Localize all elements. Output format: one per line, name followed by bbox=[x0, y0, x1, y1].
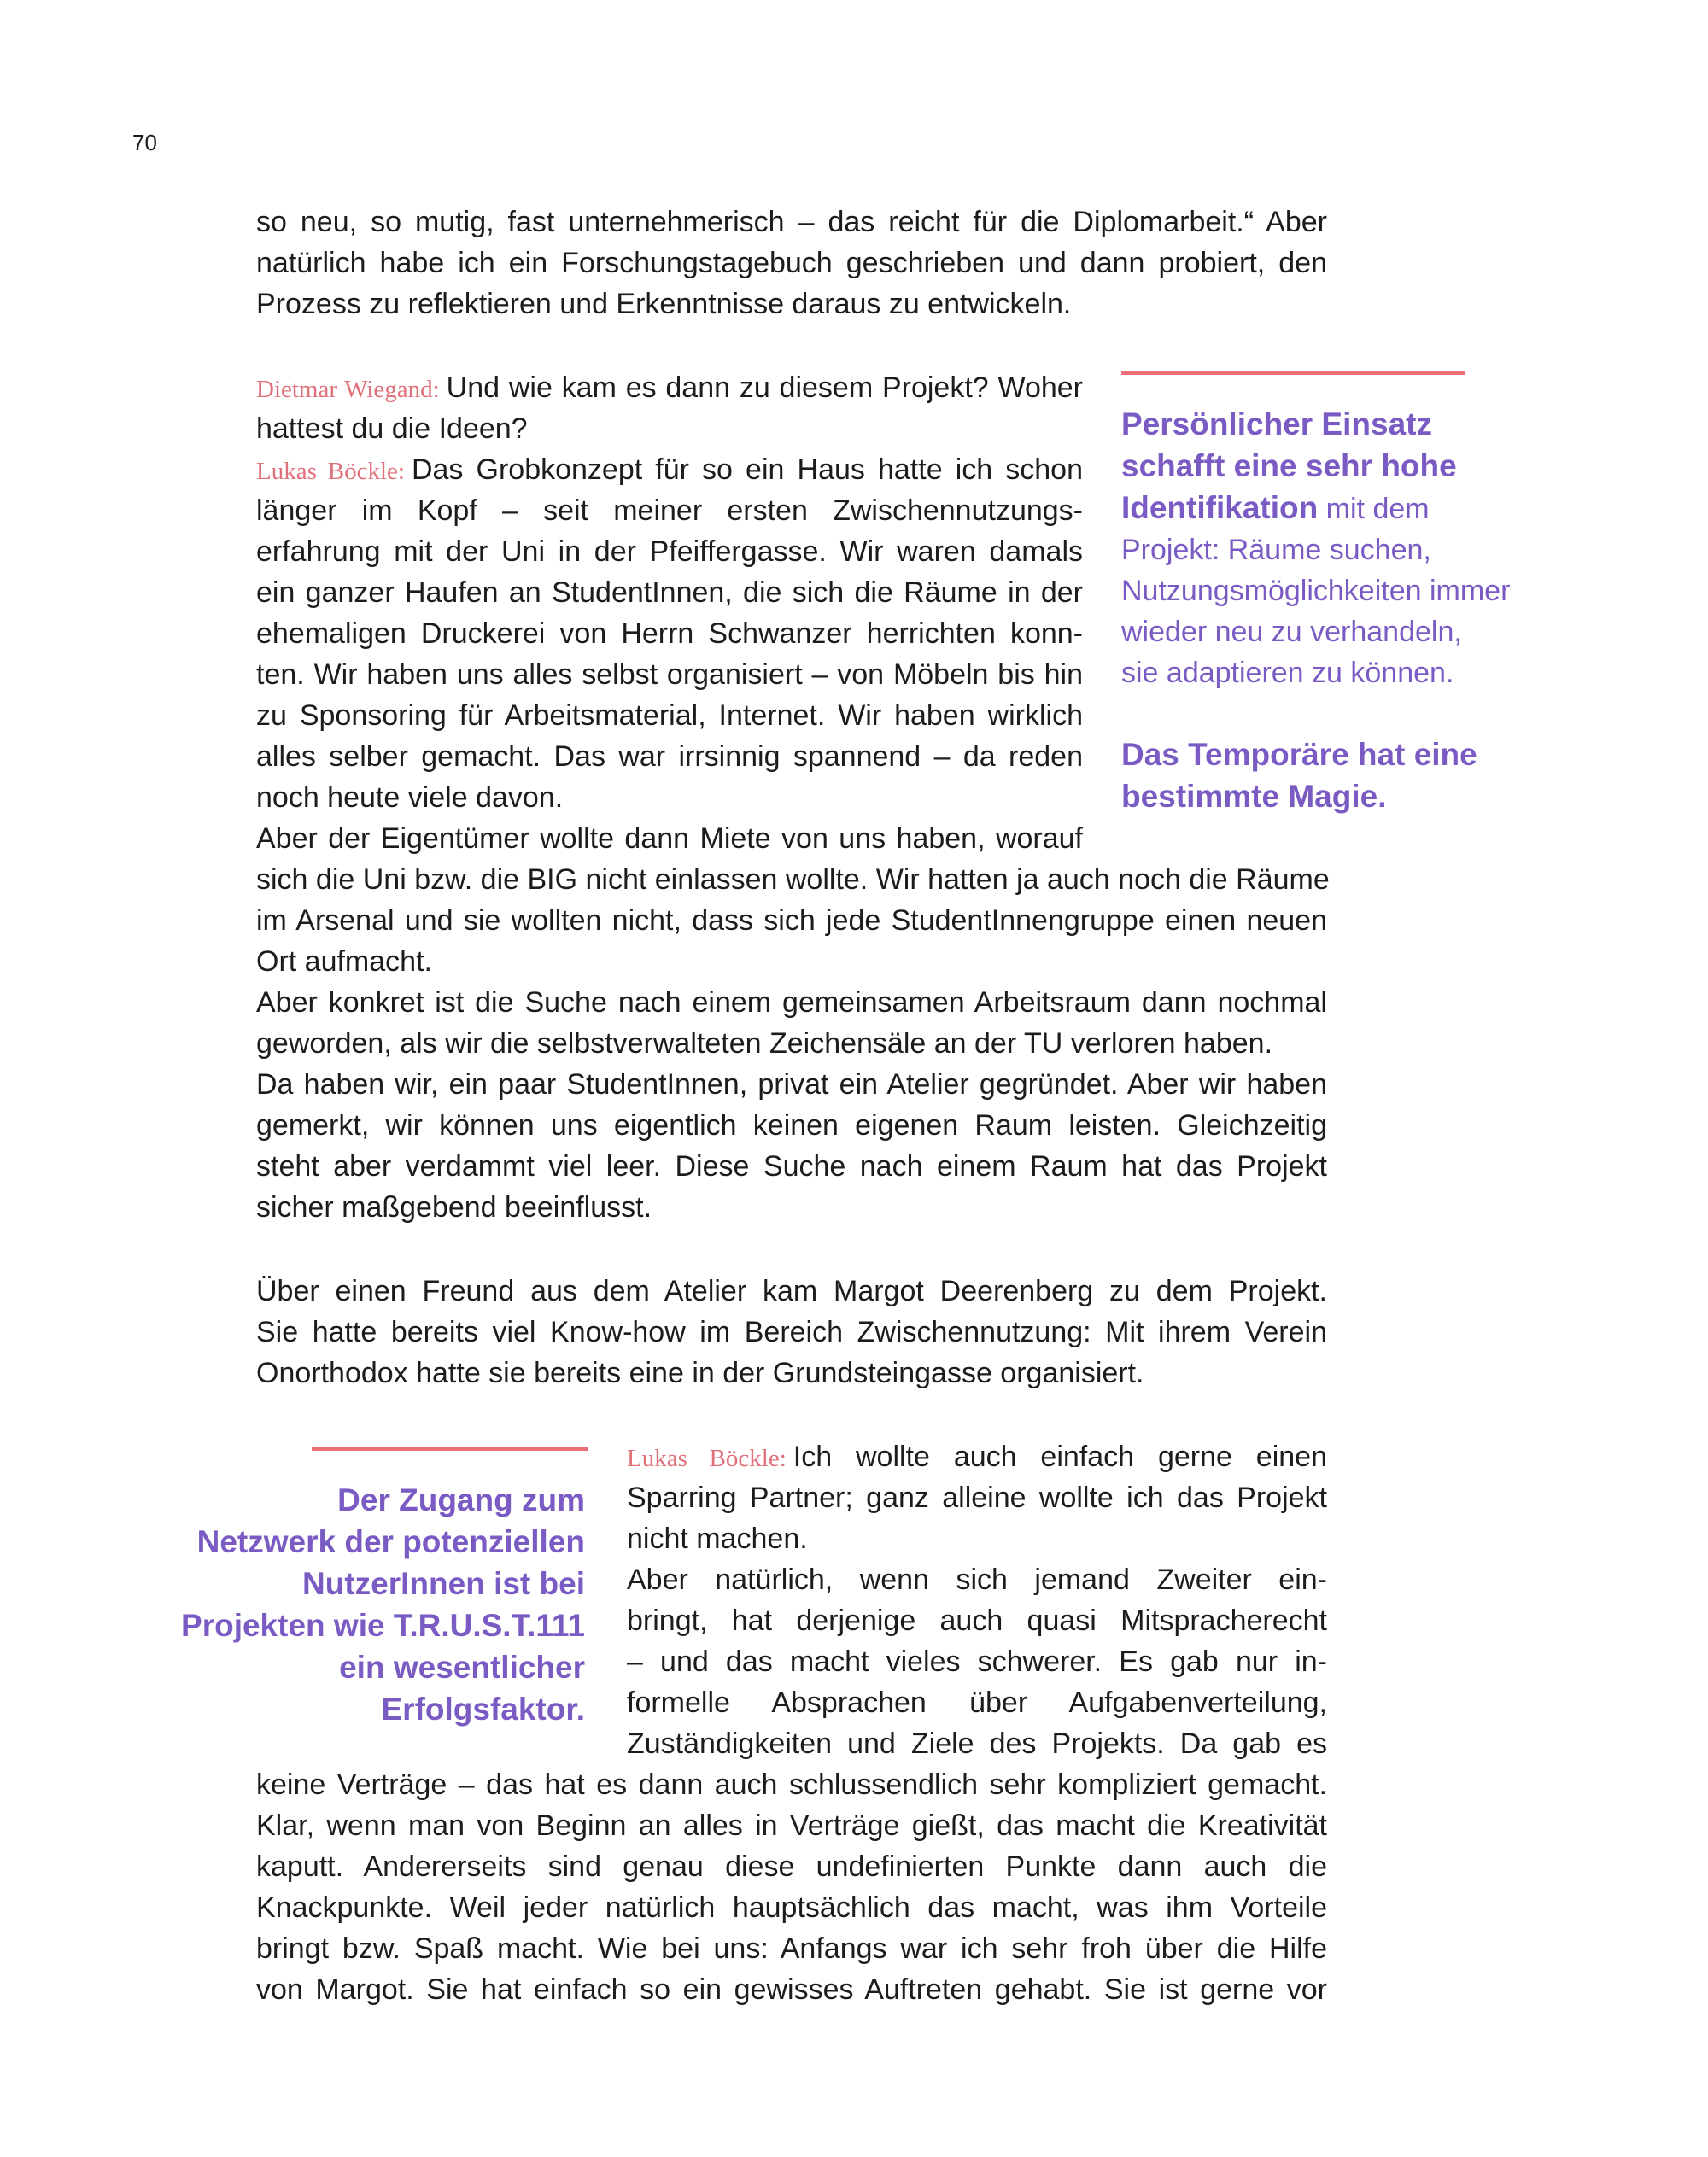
body-line: Über einen Freund aus dem Atelier kam Margot Deerenberg zu dem Projekt. bbox=[256, 1275, 1327, 1307]
body-line: kaputt. Andererseits sind genau diese undefinierten Punkte dann auch die bbox=[256, 1850, 1327, 1883]
dialog-line: ein ganzer Haufen an StudentInnen, die sich die Räume in der bbox=[256, 576, 1083, 609]
dialog-line: hattest du die Ideen? bbox=[256, 412, 528, 445]
dialog-line: Dietmar Wiegand: Und wie kam es dann zu diesem Projekt? Woher bbox=[256, 371, 1083, 404]
body-line: bringt bzw. Spaß macht. Wie bei uns: Anfangs war ich sehr froh über die Hilfe bbox=[256, 1932, 1327, 1965]
speaker-name: Lukas Böckle: bbox=[627, 1445, 787, 1472]
body-line: Aber konkret ist die Suche nach einem gemeinsamen Arbeitsraum dann nochmal bbox=[256, 986, 1327, 1019]
dialog-line: nicht machen. bbox=[627, 1523, 808, 1555]
speaker-name: Lukas Böckle: bbox=[256, 458, 405, 485]
dialog-line: Aber der Eigentümer wollte dann Miete von uns haben, worauf bbox=[256, 822, 1083, 855]
body-line: von Margot. Sie hat einfach so ein gewisses Auftreten gehabt. Sie ist gerne vor bbox=[256, 1973, 1327, 2006]
body-line: steht aber verdammt viel leer. Diese Suche nach einem Raum hat das Projekt bbox=[256, 1150, 1327, 1183]
body-line: so neu, so mutig, fast unternehmerisch – das reicht für die Diplomarbeit.“ Aber bbox=[256, 206, 1327, 238]
body-line: sicher maßgebend beeinflusst. bbox=[256, 1191, 652, 1224]
pullquote-identification: Persönlicher Einsatz schafft eine sehr hohe Identifikation mit dem Projekt: Räume suchen, Nutzungsmöglichkeiten immer wieder neu zu verhandeln, sie adaptieren zu können. bbox=[1121, 406, 1511, 689]
pullquote-rule bbox=[1121, 371, 1465, 375]
body-line: gemerkt, wir können uns eigentlich keinen eigenen Raum leisten. Gleichzeitig bbox=[256, 1109, 1327, 1142]
body-line: natürlich habe ich ein Forschungstagebuch geschrieben und dann probiert, den bbox=[256, 247, 1327, 279]
body-line: Prozess zu reflektieren und Erkenntnisse daraus zu entwickeln. bbox=[256, 288, 1072, 320]
body-line: sich die Uni bzw. die BIG nicht einlassen wollte. Wir hatten ja auch noch die Räume bbox=[256, 863, 1330, 896]
dialog-line: formelle Absprachen über Aufgabenverteilung, bbox=[627, 1686, 1327, 1719]
dialog-line: Zuständigkeiten und Ziele des Projekts. Da gab es bbox=[627, 1727, 1327, 1760]
dialog-line: ehemaligen Druckerei von Herrn Schwanzer herrichten konn- bbox=[256, 617, 1083, 650]
body-line: keine Verträge – das hat es dann auch schlussendlich sehr kompliziert gemacht. bbox=[256, 1768, 1327, 1801]
dialog-line: erfahrung mit der Uni in der Pfeiffergasse. Wir waren damals bbox=[256, 535, 1083, 568]
pullquote-rule bbox=[312, 1447, 588, 1451]
dialog-line: Aber natürlich, wenn sich jemand Zweiter ein- bbox=[627, 1564, 1327, 1596]
body-line: Onorthodox hatte sie bereits eine in der Grundsteingasse organisiert. bbox=[256, 1357, 1144, 1389]
speaker-name: Dietmar Wiegand: bbox=[256, 376, 440, 403]
dialog-line: Lukas Böckle: Ich wollte auch einfach gerne einen bbox=[627, 1441, 1327, 1473]
dialog-line: ten. Wir haben uns alles selbst organisiert – von Möbeln bis hin bbox=[256, 658, 1083, 691]
body-line: Knackpunkte. Weil jeder natürlich hauptsächlich das macht, was ihm Vorteile bbox=[256, 1891, 1327, 1924]
dialog-line: bringt, hat derjenige auch quasi Mitspracherecht bbox=[627, 1605, 1327, 1637]
dialog-line: zu Sponsoring für Arbeitsmaterial, Internet. Wir haben wirklich bbox=[256, 699, 1083, 732]
dialog-line: länger im Kopf – seit meiner ersten Zwischennutzungs- bbox=[256, 494, 1083, 527]
body-line: Klar, wenn man von Beginn an alles in Verträge gießt, das macht die Kreativität bbox=[256, 1809, 1327, 1842]
body-line: im Arsenal und sie wollten nicht, dass sich jede StudentInnengruppe einen neuen bbox=[256, 904, 1327, 937]
pullquote-magic: Das Temporäre hat eine bestimmte Magie. bbox=[1121, 737, 1477, 814]
dialog-line: – und das macht vieles schwerer. Es gab nur in- bbox=[627, 1646, 1327, 1678]
body-line: Sie hatte bereits viel Know-how im Bereich Zwischennutzung: Mit ihrem Verein bbox=[256, 1316, 1327, 1348]
body-line: Da haben wir, ein paar StudentInnen, privat ein Atelier gegründet. Aber wir haben bbox=[256, 1068, 1327, 1101]
page-number: 70 bbox=[132, 130, 157, 155]
pullquote-network: Der Zugang zum Netzwerk der potenziellen NutzerInnen ist bei Projekten wie T.R.U.S.T.111 ein wesentlicher Erfolgsfaktor. bbox=[181, 1482, 585, 1727]
dialog-line: Lukas Böckle: Das Grobkonzept für so ein Haus hatte ich schon bbox=[256, 453, 1083, 486]
dialog-line: alles selber gemacht. Das war irrsinnig spannend – da reden bbox=[256, 740, 1083, 773]
dialog-line: Sparring Partner; ganz alleine wollte ich das Projekt bbox=[627, 1482, 1327, 1514]
body-line: geworden, als wir die selbstverwalteten Zeichensäle an der TU verloren haben. bbox=[256, 1027, 1273, 1060]
body-line: Ort aufmacht. bbox=[256, 945, 432, 978]
dialog-line: noch heute viele davon. bbox=[256, 781, 564, 814]
